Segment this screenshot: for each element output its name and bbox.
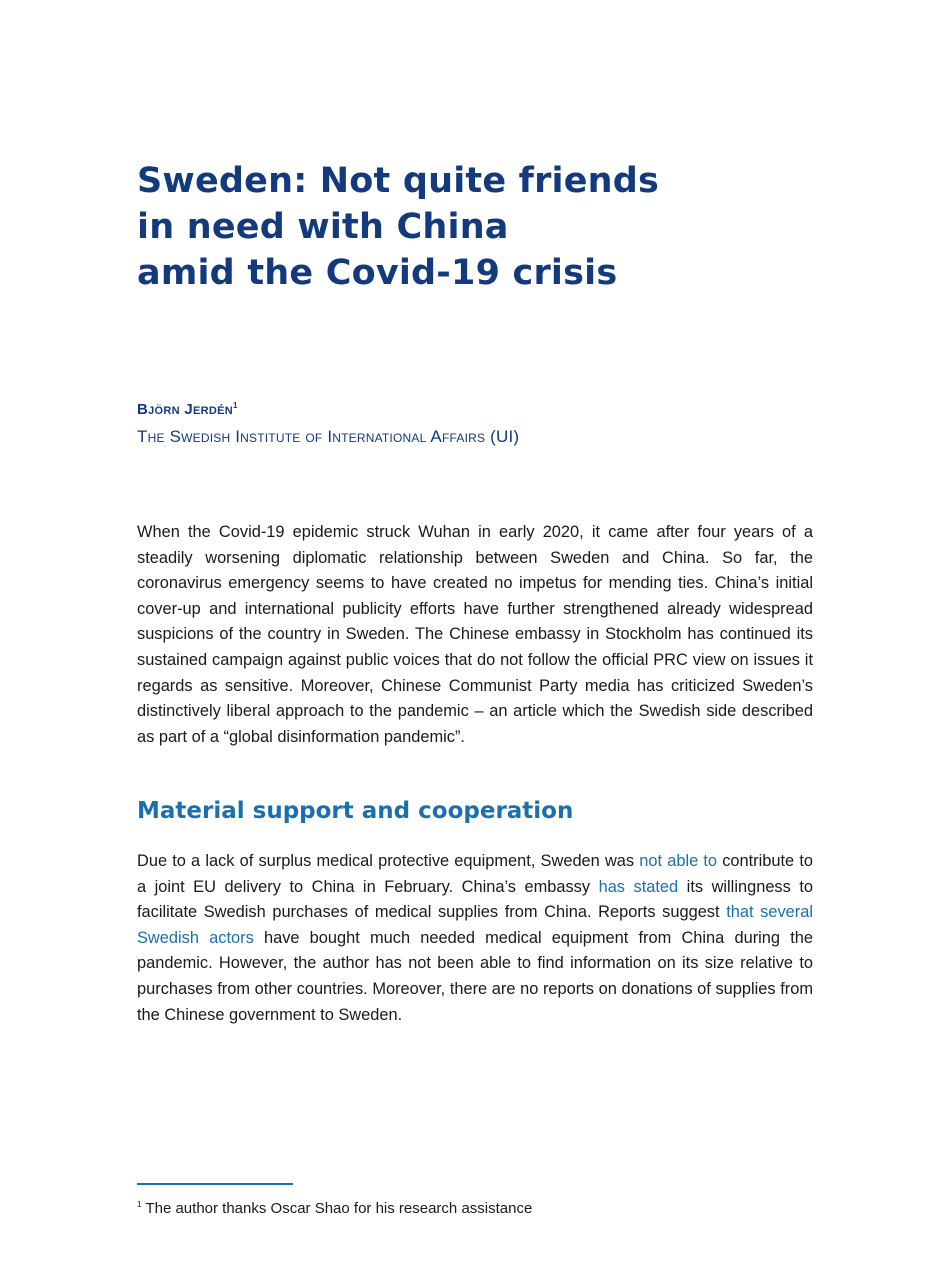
link-has-stated[interactable]: has stated — [598, 877, 679, 896]
section-paragraph — [137, 849, 813, 1028]
author-affiliation: The Swedish Institute of International Affairs (UI) — [137, 427, 520, 446]
section-text-1: Due to a lack of surplus medical protective equipment, Sweden was — [137, 852, 640, 870]
intro-sentence-1: When the Covid-19 epidemic struck Wuhan in early 2020, it came after four years of a steadily worsening diplomatic relationship between Sweden and China. So far, the coronavirus emergency seems to have created no impetus for mending ties. — [137, 523, 813, 593]
footnote-text: The author thanks Oscar Shao for his research assistance — [145, 1200, 533, 1217]
author-footnote-marker[interactable]: 1 — [233, 401, 238, 410]
page-title — [137, 158, 817, 296]
intro-sentence-4: as part of a “global disinformation pandemic”. — [137, 727, 465, 746]
title-line-2: in need with China — [137, 207, 509, 247]
author-name-block — [137, 401, 238, 418]
link-several-swedish-actors[interactable]: that several Swedish actors — [137, 903, 813, 947]
title-line-3: amid the Covid-19 crisis — [137, 253, 618, 293]
author-name: Björn Jerdén — [137, 401, 234, 418]
section-text-3: its willingness to facilitate Swedish purchases of medical supplies from China. Reports suggest — [137, 877, 813, 922]
footnote — [137, 1200, 532, 1217]
link-not-able-to[interactable]: not able to — [639, 852, 718, 870]
section-text-4: have bought much needed medical equipment from China during the pandemic. However, the author has not been able to find information on its size relative to purchases from other countries. Moreover, there are no reports on donations of supplies from the Chinese government to Sweden. — [137, 928, 813, 1024]
section-text-2: contribute to a joint EU delivery to China in February. China’s embassy — [137, 852, 813, 896]
title-line-1: Sweden: Not quite friends — [137, 161, 660, 201]
footnote-marker: 1 — [137, 1200, 142, 1209]
intro-sentence-3: Chinese Communist Party media has criticized Sweden’s distinctively liberal approach to the pandemic – an article which the Swedish side described — [137, 676, 813, 721]
section-heading: Material support and cooperation — [137, 798, 574, 824]
footnote-divider — [137, 1183, 293, 1185]
intro-sentence-2: China’s initial cover-up and international publicity efforts have further strengthened already widespread suspicions of the country in Sweden. The Chinese embassy in Stockholm has continued its sustained campaign against public voices that do not follow the official PRC view on issues it regards as sensitive. Moreover, — [137, 574, 813, 695]
intro-paragraph — [137, 520, 813, 750]
